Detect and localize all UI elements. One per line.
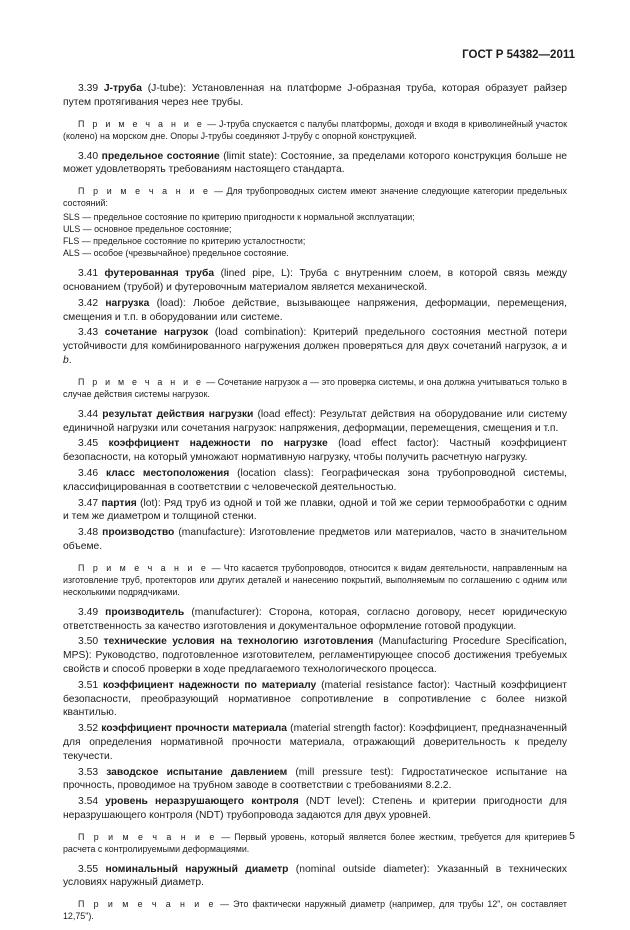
entry-term: сочетание нагрузок <box>104 327 209 339</box>
note-3-48 <box>63 562 567 598</box>
entry-term: номинальный наружный диаметр <box>105 863 289 875</box>
period: . <box>68 354 72 366</box>
entry-text: (location class): Географическая зона трубопроводной системы, классифицированная в соответствии с человеческой деятельностью. <box>63 467 567 493</box>
entry-text: (lot): Ряд труб из одной и той же плавки, одной и той же серии термообработки с одним и тем же диаметром и толщиной стенки. <box>63 497 567 523</box>
entry-3-51 <box>63 679 567 720</box>
note-label: П р и м е ч а н и е <box>78 376 204 387</box>
note-label: П р и м е ч а н и е <box>78 831 217 842</box>
combination-a: a <box>552 341 558 353</box>
entry-number: 3.53 <box>78 766 99 778</box>
entry-3-47 <box>63 497 567 525</box>
document-body <box>63 82 567 930</box>
note-3-43 <box>63 376 567 400</box>
entry-3-39 <box>63 82 567 110</box>
entry-term: футерованная труба <box>104 268 215 280</box>
entry-term: коэффициент прочности материала <box>101 723 288 735</box>
list-item-als: ALS — особое (чрезвычайное) предельное состояние. <box>63 248 289 259</box>
entry-term: технические условия на технологию изготовления <box>103 636 374 648</box>
entry-text: (material strength factor): Коэффициент, предназначенный для определения нормативной прочности материала, отражающий доверительность к пределу текучести. <box>63 723 567 762</box>
entry-number: 3.55 <box>78 863 99 875</box>
entry-3-48 <box>63 526 567 554</box>
entry-number: 3.48 <box>78 527 99 539</box>
note-3-55 <box>63 898 567 922</box>
note-3-39 <box>63 118 567 142</box>
entry-text: (nominal outside diameter): Указанный в технических условиях наружный диаметр. <box>63 863 567 889</box>
document-header: ГОСТ Р 54382—2011 <box>462 49 575 61</box>
combination-b: b <box>63 354 69 366</box>
entry-text: (manufacturer): Сторона, которая, согласно договору, несет юридическую ответственность за качество изготовления и документальное оформление готовой продукции. <box>63 606 567 632</box>
list-item-sls: SLS — предельное состояние по критерию пригодности к нормальной эксплуатации; <box>63 212 415 223</box>
note-text: — Это фактически наружный диаметр (например, для трубы 12", он составляет 12,75"). <box>63 899 567 922</box>
list-item-fls: FLS — предельное состояние по критерию усталостности; <box>63 236 306 247</box>
entry-3-43 <box>63 326 567 367</box>
list-item-uls: ULS — основное предельное состояние; <box>63 224 232 235</box>
entry-term: результат действия нагрузки <box>102 408 254 420</box>
entry-number: 3.40 <box>78 150 99 162</box>
entry-term: нагрузка <box>105 297 150 309</box>
entry-text: (load): Любое действие, вызывающее напряжения, деформации, перемещения, смещения и т.п. в оборудовании или системе. <box>63 297 567 323</box>
entry-number: 3.47 <box>78 497 99 509</box>
entry-3-49 <box>63 606 567 634</box>
entry-text: (load effect): Результат действия на оборудование или систему единичной нагрузки или сочетания нагрузок: напряжения, деформации, перемещения, смещения и т.п. <box>63 408 567 434</box>
entry-term: заводское испытание давлением <box>106 766 288 778</box>
entry-term: производство <box>102 527 175 539</box>
entry-term: коэффициент надежности по материалу <box>102 679 317 691</box>
note-label: П р и м е ч а н и е <box>78 118 205 129</box>
entry-number: 3.46 <box>78 467 99 479</box>
note-label: П р и м е ч а н и е <box>78 562 209 573</box>
entry-term: уровень неразрушающего контроля <box>105 796 299 808</box>
entry-term: предельное состояние <box>101 150 220 162</box>
note-text: — Что касается трубопроводов, относится к видам деятельности, направленным на изготовление труб, протекторов или других деталей и нанесению покрытий, выполняемым по соглашению с одним или несколькими подрядчиками. <box>63 562 567 597</box>
limit-state-list <box>63 211 567 259</box>
entry-3-40 <box>63 150 567 178</box>
note-text-pre: — Сочетание нагрузок <box>206 376 303 387</box>
entry-3-55 <box>63 863 567 891</box>
entry-number: 3.45 <box>78 438 99 450</box>
entry-number: 3.43 <box>78 327 99 339</box>
entry-number: 3.39 <box>78 83 99 94</box>
entry-term: класс местоположения <box>105 467 230 479</box>
entry-text: (J-tube): Установленная на платформе J-образная труба, которая образует райзер путем протягивания через нее трубы. <box>63 83 567 108</box>
entry-text: (load combination): Критерий предельного состояния местной потери устойчивости для комбинированного нагружения должен проверяться для двух сочетаний нагрузок, <box>63 327 567 353</box>
entry-3-44 <box>63 408 567 436</box>
entry-3-41 <box>63 267 567 295</box>
entry-number: 3.42 <box>78 297 99 309</box>
note-text: — Для трубопроводных систем имеют значение следующие категории предельных состояний: <box>63 186 567 209</box>
entry-text: (lined pipe, L): Труба с внутренним слоем, в которой связь между основанием (трубой) и футеровочным материалом является механической. <box>63 268 567 293</box>
note-label: П р и м е ч а н и е <box>78 186 211 197</box>
entry-number: 3.52 <box>78 723 99 735</box>
entry-text: (mill pressure test): Гидростатическое испытание на прочность, проводимое на трубном заводе в соответствии с требованиями 8.2.2. <box>63 766 567 792</box>
entry-text: (material resistance factor): Частный коэффициент безопасности, преобразующий нормативное сопротивление в сопротивление с более низкой квантилью. <box>63 679 567 719</box>
entry-number: 3.41 <box>78 268 99 280</box>
conjunction: и <box>557 341 568 353</box>
entry-term: производитель <box>105 606 185 618</box>
entry-text: (manufacture): Изготовление предметов или материалов, часто в значительном объеме. <box>63 527 567 552</box>
note-3-54 <box>63 831 567 855</box>
note-text: — J-труба спускается с палубы платформы, доходя и входя в криволинейный участок (колено) на морском дне. Опоры J-трубы соединяют J-трубу с опорной конструкцией. <box>63 118 567 141</box>
entry-number: 3.49 <box>78 606 99 618</box>
entry-text: (NDT level): Степень и критерии пригодности для неразрушающего контроля (NDT) трубопровода задаются для двух уровней. <box>63 796 567 821</box>
entry-3-45 <box>63 437 567 465</box>
entry-term: коэффициент надежности по нагрузке <box>108 438 328 450</box>
entry-number: 3.50 <box>78 636 99 648</box>
page-number: 5 <box>569 830 575 842</box>
entry-text: (Manufacturing Procedure Specification, MPS): Руководство, подготовленное изготовителем, регламентирующее способ достижения требуемых свойств и способ проверки в ходе предлагаемого технологического процесса. <box>63 636 567 675</box>
entry-3-53 <box>63 766 567 794</box>
note-3-40 <box>63 185 567 209</box>
note-text-post: — это проверка системы, и она должна учитываться только в случае действия системы нагрузок. <box>63 376 567 399</box>
entry-3-50 <box>63 635 567 676</box>
entry-3-46 <box>63 467 567 495</box>
note-text: — Первый уровень, который является более жестким, требуется для критериев расчета с контролируемыми деформациями. <box>63 831 568 854</box>
entry-3-54 <box>63 795 567 823</box>
entry-number: 3.54 <box>78 796 99 808</box>
entry-number: 3.44 <box>78 408 99 420</box>
entry-text: (load effect factor): Частный коэффициент безопасности, на который умножают нормативную нагрузку, чтобы получить расчетную нагрузку. <box>63 438 567 464</box>
note-combination-a: а <box>302 376 308 387</box>
entry-text: (limit state): Состояние, за пределами которого конструкция больше не может удовлетворять требованиям настоящего стандарта. <box>63 150 567 176</box>
entry-term: партия <box>101 497 137 509</box>
entry-number: 3.51 <box>78 679 99 691</box>
note-label: П р и м е ч а н и е <box>78 899 217 910</box>
entry-3-52 <box>63 722 567 763</box>
entry-term: J-труба <box>103 83 142 94</box>
entry-3-42 <box>63 297 567 325</box>
